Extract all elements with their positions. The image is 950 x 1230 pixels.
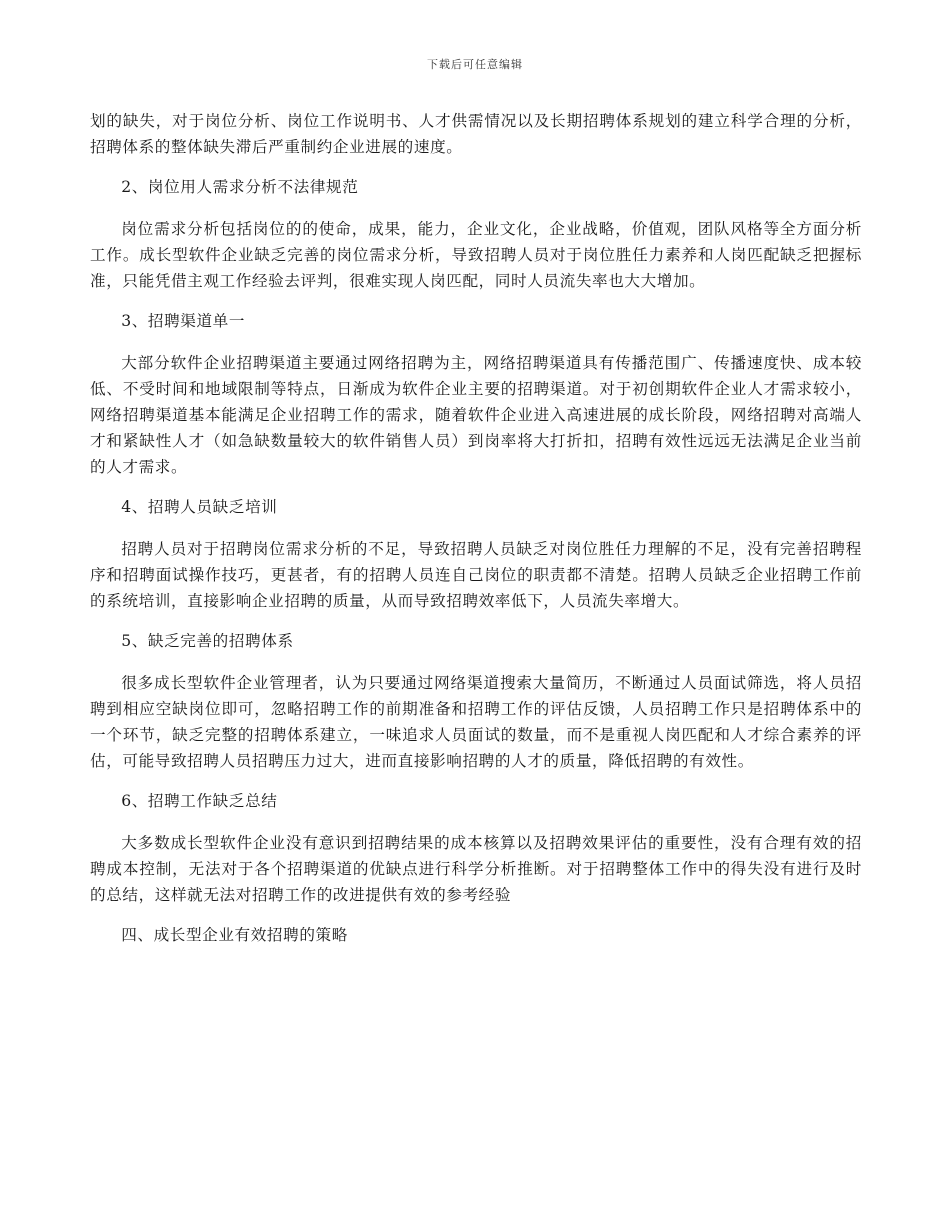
- paragraph-training: 招聘人员对于招聘岗位需求分析的不足，导致招聘人员缺乏对岗位胜任力理解的不足，没有完善招聘程序和招聘面试操作技巧，更甚者，有的招聘人员连自己岗位的职责都不清楚。招聘人员缺乏企业招聘工作前的系统培训，直接影响企业招聘的质量，从而导致招聘效率低下，人员流失率增大。: [90, 540, 862, 610]
- section-heading-6: 6、招聘工作缺乏总结: [121, 792, 278, 810]
- paragraph-job-analysis: 岗位需求分析包括岗位的的使命，成果，能力，企业文化，企业战略，价值观，团队风格等全方面分析工作。成长型软件企业缺乏完善的岗位需求分析，导致招聘人员对于岗位胜任力素养和人岗匹配缺乏把握标准，只能凭借主观工作经验去评判，很难实现人岗匹配，同时人员流失率也大大增加。: [90, 220, 862, 290]
- document-body: [90, 108, 862, 948]
- header-note: 下载后可任意编辑: [427, 58, 523, 71]
- section-heading-4: 4、招聘人员缺乏培训: [121, 498, 278, 516]
- paragraph-continued: 划的缺失，对于岗位分析、岗位工作说明书、人才供需情况以及长期招聘体系规划的建立科学合理的分析，招聘体系的整体缺失滞后严重制约企业进展的速度。: [90, 112, 862, 156]
- section-heading-2: 2、岗位用人需求分析不法律规范: [121, 178, 359, 196]
- paragraph-channels: 大部分软件企业招聘渠道主要通过网络招聘为主，网络招聘渠道具有传播范围广、传播速度快、成本较低、不受时间和地域限制等特点，日渐成为软件企业主要的招聘渠道。对于初创期软件企业人才需求较小，网络招聘渠道基本能满足企业招聘工作的需求，随着软件企业进入高速进展的成长阶段，网络招聘对高端人才和紧缺性人才（如急缺数量较大的软件销售人员）到岗率将大打折扣，招聘有效性远远无法满足企业当前的人才需求。: [90, 354, 862, 476]
- section-heading-5: 5、缺乏完善的招聘体系: [121, 632, 294, 650]
- section-heading-3: 3、招聘渠道单一: [121, 312, 246, 330]
- section-heading-four: 四、成长型企业有效招聘的策略: [121, 926, 348, 944]
- paragraph-system: 很多成长型软件企业管理者，认为只要通过网络渠道搜索大量简历，不断通过人员面试筛选，将人员招聘到相应空缺岗位即可，忽略招聘工作的前期准备和招聘工作的评估反馈，人员招聘工作只是招聘体系中的一个环节，缺乏完整的招聘体系建立，一味追求人员面试的数量，而不是重视人岗匹配和人才综合素养的评估，可能导致招聘人员招聘压力过大，进而直接影响招聘的人才的质量，降低招聘的有效性。: [90, 674, 862, 770]
- paragraph-summary: 大多数成长型软件企业没有意识到招聘结果的成本核算以及招聘效果评估的重要性，没有合理有效的招聘成本控制，无法对于各个招聘渠道的优缺点进行科学分析推断。对于招聘整体工作中的得失没有进行及时的总结，这样就无法对招聘工作的改进提供有效的参考经验: [90, 834, 862, 904]
